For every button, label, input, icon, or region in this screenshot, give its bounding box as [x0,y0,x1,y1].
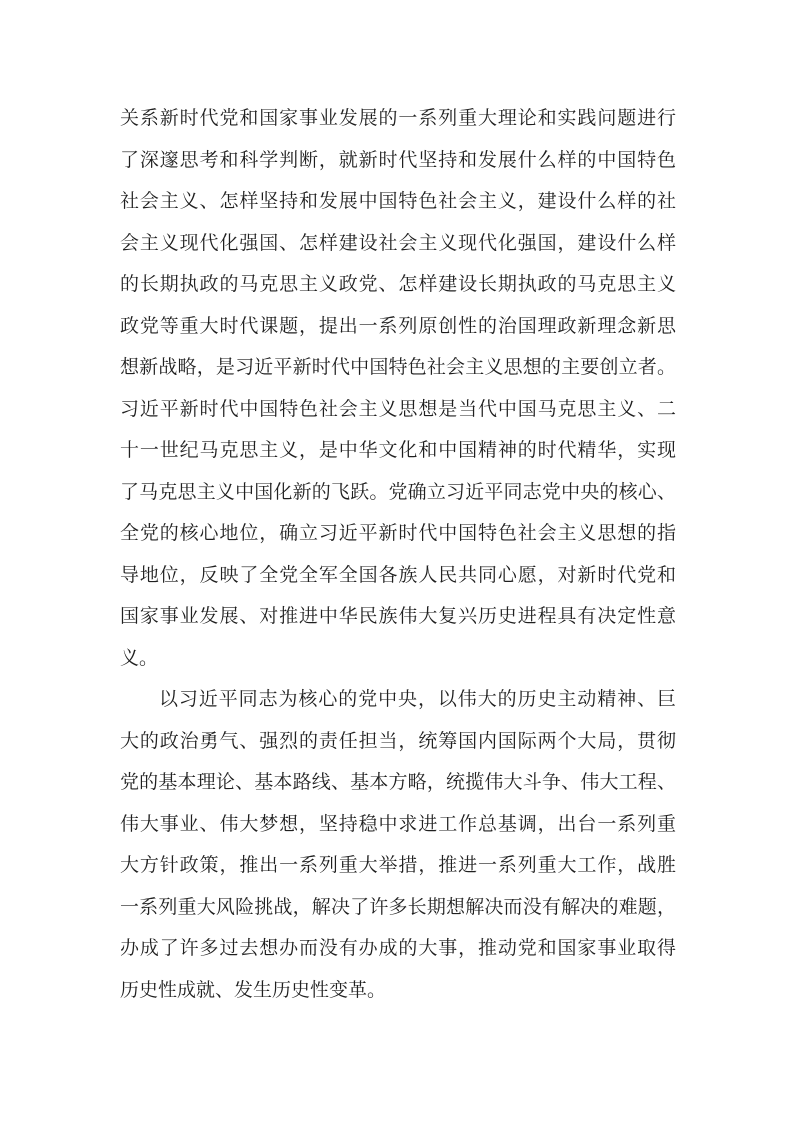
text-line: 大的政治勇气、强烈的责任担当，统筹国内国际两个大局，贯彻 [120,730,676,752]
text-line: 政党等重大时代课题，提出一系列原创性的治国理政新理念新思 [120,315,676,337]
text-line: 的长期执政的马克思主义政党、怎样建设长期执政的马克思主义 [120,274,676,295]
text-line: 习近平新时代中国特色社会主义思想是当代中国马克思主义、二 [120,398,676,420]
text-line: 国家事业发展、对推进中华民族伟大复兴历史进程具有决定性意 [120,606,676,627]
text-line: 历史性成就、发生历史性变革。 [120,979,387,1001]
text-line: 办成了许多过去想办而没有办成的大事，推动党和国家事业取得 [120,938,676,959]
text-line: 党的基本理论、基本路线、基本方略，统揽伟大斗争、伟大工程、 [120,772,676,793]
paragraph [120,98,676,679]
text-line: 十一世纪马克思主义，是中华文化和中国精神的时代精华，实现 [120,440,676,461]
text-line: 了深邃思考和科学判断，就新时代坚持和发展什么样的中国特色 [120,149,676,171]
paragraph [120,679,676,1011]
text-line: 大方针政策，推出一系列重大举措，推进一系列重大工作，战胜 [120,855,676,876]
text-line: 导地位，反映了全党全军全国各族人民共同心愿，对新时代党和 [120,564,676,586]
text-line: 一系列重大风险挑战，解决了许多长期想解决而没有解决的难题， [120,896,676,918]
text-line: 伟大事业、伟大梦想，坚持稳中求进工作总基调，出台一系列重 [120,813,676,835]
text-line: 了马克思主义中国化新的飞跃。党确立习近平同志党中央的核心、 [120,481,676,503]
text-line: 义。 [120,647,159,669]
text-line: 会主义现代化强国、怎样建设社会主义现代化强国，建设什么样 [120,232,676,254]
text-line: 以习近平同志为核心的党中央，以伟大的历史主动精神、巨 [159,689,676,710]
document-body [120,98,676,1011]
text-line: 想新战略，是习近平新时代中国特色社会主义思想的主要创立者。 [120,357,676,378]
text-line: 全党的核心地位，确立习近平新时代中国特色社会主义思想的指 [120,523,676,544]
text-line: 关系新时代党和国家事业发展的一系列重大理论和实践问题进行 [120,108,676,129]
text-line: 社会主义、怎样坚持和发展中国特色社会主义，建设什么样的社 [120,191,676,212]
